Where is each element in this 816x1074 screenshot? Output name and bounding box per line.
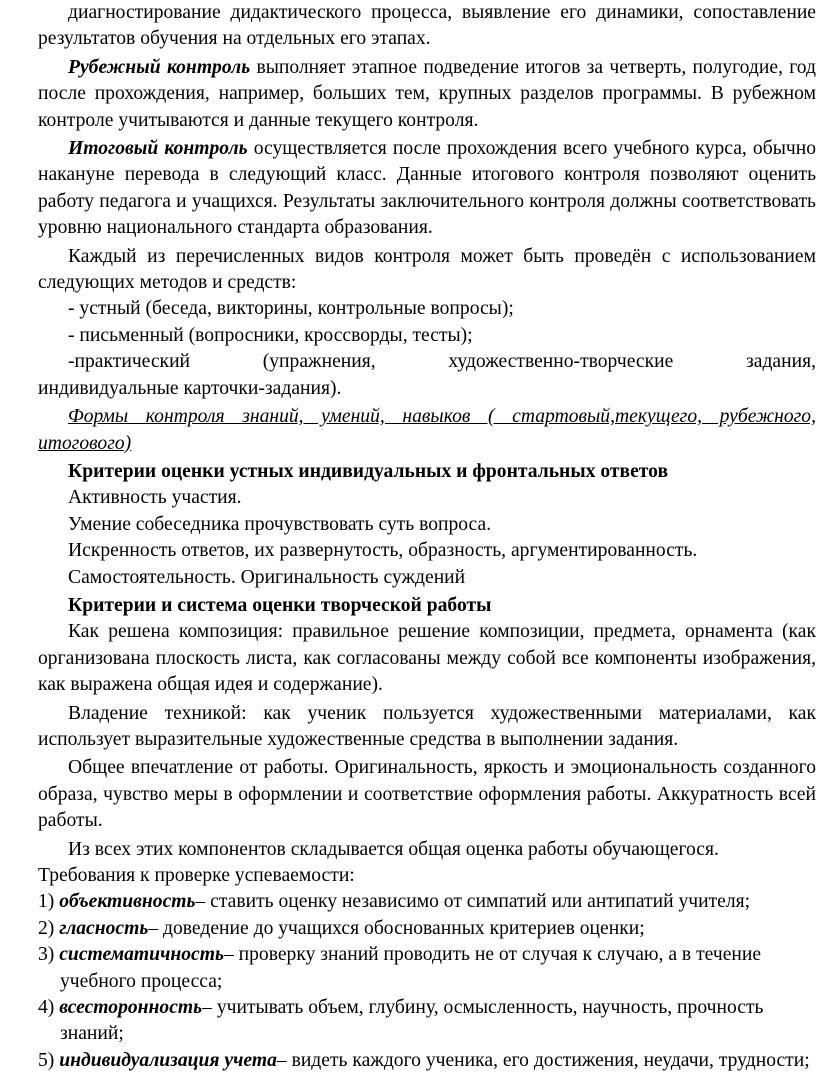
creative-paragraph: Владение техникой: как ученик пользуется художественными материалами, как использует выразительные художественные средства в выполнении задания. [38,702,816,750]
rubezh-paragraph [38,55,816,134]
method-item-oral: - устный (беседа, викторины, контрольные вопросы); [68,298,514,320]
creative-paragraph: Как решена композиция: правильное решение композиции, предмета, орнамента (как организована плоскость листа, как согласованы между собой все компоненты изображения, как выражена общая идея и содержание). [38,621,816,696]
method-item-practical-cont: индивидуальные карточки-задания). [38,377,342,399]
rubezh-term: Рубежный контроль [68,56,251,78]
method-item-practical: -практический (упражнения, художественно-творческие задания, [68,351,816,373]
requirement-term: гласность [59,917,149,939]
document-page [38,0,816,1074]
creative-criteria-heading: Критерии и система оценки творческой работы [68,594,492,616]
requirement-item: 1) объективность– ставить оценку независимо от симпатий или антипатий учителя; [38,891,751,913]
methods-intro: Каждый из перечисленных видов контроля может быть проведён с использованием следующих методов и средств: [38,245,816,294]
requirement-item: 3) систематичность– проверку знаний проводить не от случая к случаю, а в течение учебного процесса; [38,944,762,992]
requirement-term: всесторонность [59,997,203,1019]
creative-paragraph: Из всех этих компонентов складывается общая оценка работы обучающегося. [68,838,719,860]
requirement-item: 2) гласность– доведение до учащихся обоснованных критериев оценки; [38,917,645,939]
itog-text: осуществляется после прохождения всего учебного курса, обычно накануне перевода в следующий класс. Данные итогового контроля позволяют оценить работу педагога и учащихся. Результаты заключительного контроля должны соответствовать уровню национального стандарта образования. [38,138,816,239]
intro-paragraph: диагностирование дидактического процесса, выявление его динамики, сопоставление результатов обучения на отдельных его этапах. [38,2,816,50]
itog-term: Итоговый контроль [68,138,248,160]
oral-criteria-heading: Критерии оценки устных индивидуальных и фронтальных ответов [68,460,669,482]
requirement-term: индивидуализация учета [59,1049,277,1071]
requirements-title: Требования к проверке успеваемости: [38,865,355,886]
forms-link[interactable]: Формы контроля знаний, умений, навыков ( стартовый,текущего, рубежного, итогового) [38,406,816,454]
oral-criterion: Самостоятельность. Оригинальность суждений [68,566,466,588]
oral-criterion: Активность участия. [68,487,242,509]
itog-paragraph [38,136,816,242]
oral-criterion: Искренность ответов, их развернутость, образность, аргументированность. [68,540,698,562]
requirement-item: 4) всесторонность– учитывать объем, глубину, осмысленность, научность, прочность знаний; [38,997,764,1045]
rubezh-text: выполняет этапное подведение итогов за четверть, полугодие, год после прохождения, например, больших тем, крупных разделов программы. В рубежном контроле учитываются и данные текущего контроля. [38,56,816,131]
requirement-term: систематичность [59,944,224,966]
oral-criterion: Умение собеседника прочувствовать суть вопроса. [68,513,492,535]
requirement-item: 5) индивидуализация учета– видеть каждого ученика, его достижения, неудачи, трудности; [38,1049,810,1071]
creative-paragraph: Общее впечатление от работы. Оригинальность, яркость и эмоциональность созданного образа, чувство меры в оформлении и соответствие оформления работы. Аккуратность всей работы. [38,757,816,832]
method-item-written: - письменный (вопросники, кроссворды, тесты); [68,324,473,346]
requirement-term: объективность [59,891,196,913]
